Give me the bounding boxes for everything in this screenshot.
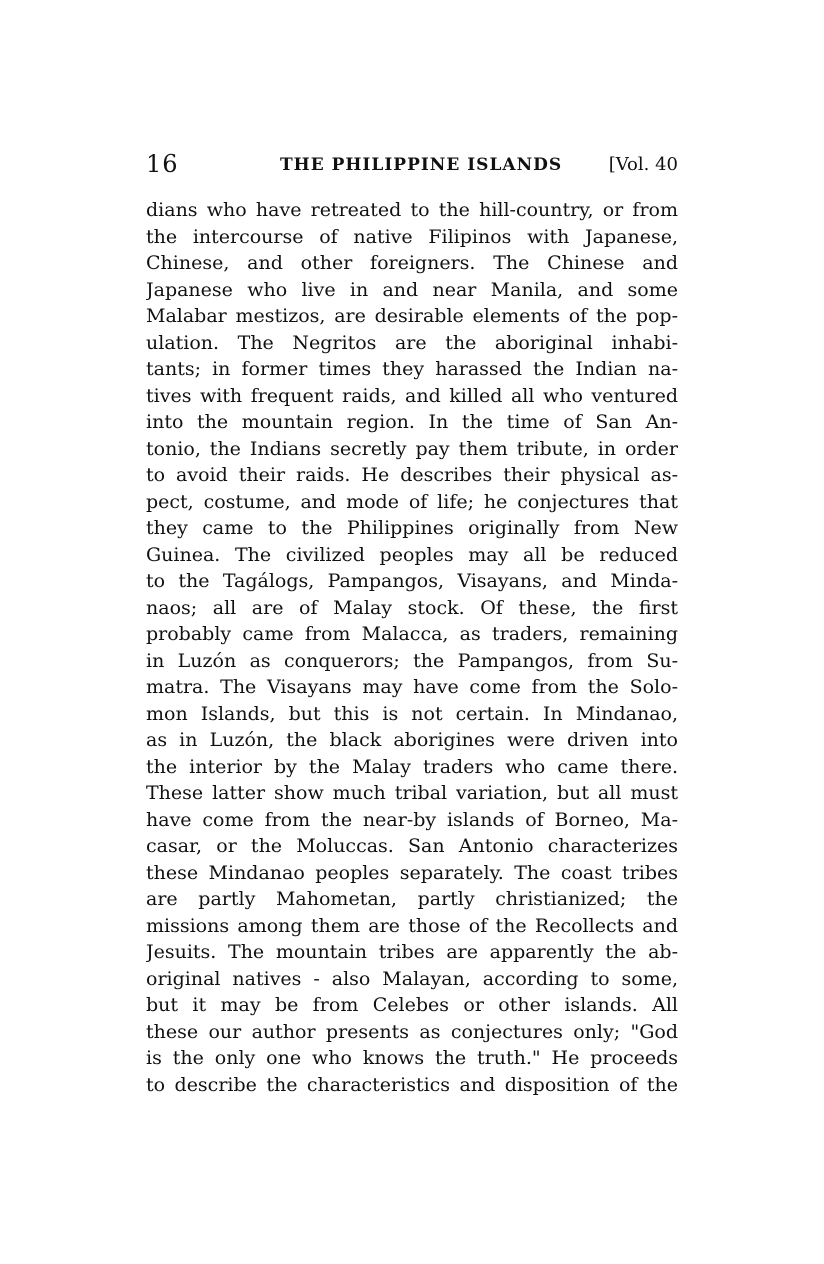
text-line: dians who have retreated to the hill-country, or from: [146, 199, 678, 221]
text-line: naos; all are of Malay stock. Of these, the first: [146, 596, 678, 619]
text-line: tives with frequent raids, and killed all who ventured: [146, 384, 678, 407]
running-title: THE PHILIPPINE ISLANDS: [280, 155, 563, 175]
text-line: as in Luzón, the black aborigines were driven into: [146, 729, 678, 751]
text-line: Guinea. The civilized peoples may all be reduced: [146, 543, 678, 566]
text-line: Jesuits. The mountain tribes are apparently the ab-: [146, 941, 678, 963]
text-line: tonio, the Indians secretly pay them tribute, in order: [146, 437, 678, 460]
text-line: but it may be from Celebes or other islands. All: [146, 994, 678, 1016]
text-line: these Mindanao peoples separately. The coast tribes: [146, 861, 678, 884]
page-number: 16: [146, 150, 179, 178]
text-line: casar, or the Moluccas. San Antonio characterizes: [146, 835, 678, 857]
text-line: missions among them are those of the Recollects and: [146, 914, 678, 937]
text-line: mon Islands, but this is not certain. In Mindanao,: [146, 702, 678, 725]
text-line: these our author presents as conjectures only; "God: [146, 1020, 678, 1043]
text-line: in Luzón as conquerors; the Pampangos, from Su-: [146, 649, 678, 672]
text-line: pect, costume, and mode of life; he conjectures that: [146, 490, 678, 513]
text-line: are partly Mahometan, partly christianized; the: [146, 888, 678, 910]
text-line: to avoid their raids. He describes their physical as-: [146, 464, 678, 486]
page-header: [146, 150, 678, 180]
text-line: Chinese, and other foreigners. The Chinese and: [146, 252, 678, 274]
text-line: to describe the characteristics and disposition of the: [146, 1073, 678, 1096]
text-line: ulation. The Negritos are the aboriginal inhabi-: [146, 331, 678, 354]
text-line: probably came from Malacca, as traders, remaining: [146, 623, 678, 645]
text-line: original natives - also Malayan, according to some,: [146, 967, 678, 990]
text-line: have come from the near-by islands of Borneo, Ma-: [146, 808, 678, 831]
text-line: Japanese who live in and near Manila, and some: [146, 278, 678, 301]
text-line: the intercourse of native Filipinos with Japanese,: [146, 225, 678, 248]
text-line: they came to the Philippines originally from New: [146, 517, 678, 539]
text-line: tants; in former times they harassed the Indian na-: [146, 358, 678, 380]
text-line: into the mountain region. In the time of San An-: [146, 411, 678, 433]
body-text: [146, 197, 678, 1098]
text-line: the interior by the Malay traders who came there.: [146, 755, 678, 778]
text-line: matra. The Visayans may have come from the Solo-: [146, 676, 678, 698]
text-line: is the only one who knows the truth." He proceeds: [146, 1047, 678, 1069]
text-line: Malabar mestizos, are desirable elements of the pop-: [146, 305, 678, 327]
text-line: These latter show much tribal variation, but all must: [146, 782, 678, 804]
volume-label: [Vol. 40: [608, 154, 678, 175]
text-line: to the Tagálogs, Pampangos, Visayans, and Minda-: [146, 570, 678, 592]
